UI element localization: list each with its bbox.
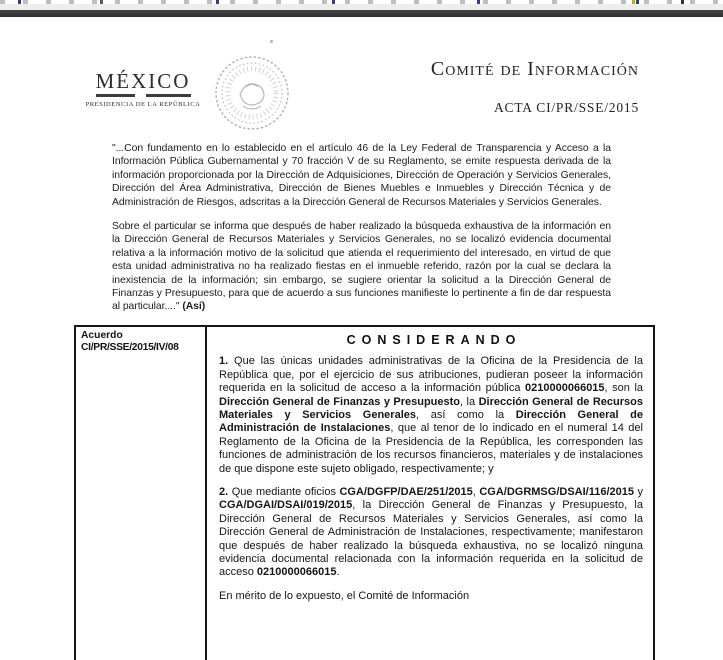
logo-subtitle-text: PRESIDENCIA DE LA REPÚBLICA bbox=[85, 101, 201, 108]
acta-number: ACTA CI/PR/SSE/2015 bbox=[493, 100, 639, 115]
scan-speck bbox=[270, 40, 273, 43]
page-top-dark-bar bbox=[0, 10, 723, 17]
considerando-paragraph-2: 2. Que mediante oficios CGA/DGFP/DAE/251/2015, CGA/DGRMSG/DSAI/116/2015 y CGA/DGAI/DSAI/019/2015, la Dirección General de Finanzas y Presupuesto, la Dirección General de Recursos Materiales y Servicios Generales, así como la Dirección General de Administración de Instalaciones, respectivamente; manifestaron que después de haber realizado la búsqueda exhaustiva, no se localizó ninguna evidencia documental relacionada con la información requerida en la solicitud de acceso 0210000066015. bbox=[219, 485, 643, 579]
mexico-presidencia-logo bbox=[82, 70, 204, 108]
logo-country-text: MÉXICO bbox=[95, 69, 191, 93]
acuerdo-table bbox=[74, 325, 655, 660]
considerando-paragraph-1: 1. Que las únicas unidades administrativas de la Oficina de la Presidencia de la República que, por el ejercicio de sus atribuciones, pudieran poseer la información requerida en la solicitud de acceso a la información pública 0210000066015, son la Dirección General de Finanzas y Presupuesto, la Dirección General de Recursos Materiales y Servicios Generales, así como la Dirección General de Administración de Instalaciones, que al tenor de lo indicado en el numeral 14 del Reglamento de la Oficina de la Presidencia de la República, les corresponden las funciones de administración de los recursos financieros, materiales y de instalaciones de que dispone este sujeto obligado, respectivamente; y bbox=[219, 355, 644, 475]
mexico-national-seal-icon bbox=[213, 54, 291, 132]
committee-title: Comité de Información bbox=[430, 58, 639, 80]
acuerdo-cell bbox=[76, 327, 207, 660]
quoted-paragraph-1: "...Con fundamento en lo establecido en el artículo 46 de la Ley Federal de Transparencia y Acceso a la Información Pública Gubernamental y 70 fracción V de su Reglamento, se emite respuesta derivada de la información proporcionada por la Dirección de Adquisiciones, Dirección de Operación y Servicios Generales, Dirección del Área Administrativa, Dirección de Bienes Muebles e Inmuebles y Dirección Técnica y de Administración de Riesgos, adscritas a la Dirección General de Recursos Materiales y Servicios Generales. bbox=[112, 143, 611, 208]
considerando-cell bbox=[207, 327, 653, 660]
quoted-response-block bbox=[112, 142, 611, 314]
acuerdo-number: CI/PR/SSE/2015/IV/08 bbox=[81, 342, 179, 354]
acuerdo-label: Acuerdo bbox=[81, 329, 123, 341]
logo-divider-lines bbox=[82, 94, 204, 97]
document-body bbox=[0, 142, 723, 660]
considerando-heading: CONSIDERANDO bbox=[346, 332, 522, 347]
quoted-paragraph-2: Sobre el particular se informa que después de haber realizado la búsqueda exhaustiva de la información en la Dirección General de Recursos Materiales y Servicios Generales, no se localizó evidencia documental relativa a la información motivo de la solicitud que atienda el requerimiento del interesado, en virtud de que esta unidad administrativa no ha realizado fiestas en el inmueble referido, razón por la cual se declara la inexistencia de la información; sin embargo, se sugiere orientar la solicitud a la Dirección General de Finanzas y Presupuesto, para que de acuerdo a sus funciones manifieste lo pertinente a fin de dar respuesta al particular...." (Así) bbox=[112, 221, 611, 313]
closing-line: En mérito de lo expuesto, el Comité de Información bbox=[219, 589, 470, 602]
